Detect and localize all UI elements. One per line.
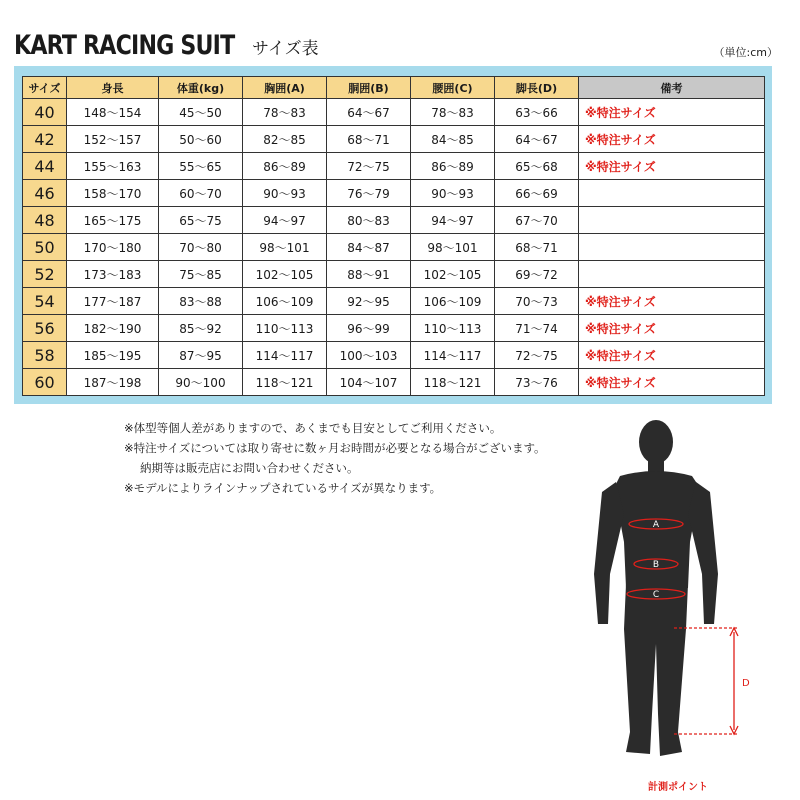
col-header-hip: 腰囲(C) xyxy=(411,77,495,99)
col-header-waist: 胴囲(B) xyxy=(327,77,411,99)
cell-height: 148～154 xyxy=(67,99,159,126)
table-row xyxy=(23,261,765,288)
label-d: D xyxy=(742,678,750,689)
note-line: ※体型等個人差がありますので、あくまでも目安としてご利用ください。 xyxy=(124,421,502,435)
label-c: C xyxy=(652,590,660,600)
col-header-chest: 胸囲(A) xyxy=(243,77,327,99)
cell-inseam: 65～68 xyxy=(495,153,579,180)
cell-inseam: 73～76 xyxy=(495,369,579,396)
table-row xyxy=(23,369,765,396)
cell-hip: 106～109 xyxy=(411,288,495,315)
table-row xyxy=(23,126,765,153)
cell-chest: 94～97 xyxy=(243,207,327,234)
title-main: KART RACING SUIT xyxy=(14,30,235,61)
cell-waist: 80～83 xyxy=(327,207,411,234)
cell-inseam: 69～72 xyxy=(495,261,579,288)
cell-size: 44 xyxy=(23,153,67,180)
cell-waist: 104～107 xyxy=(327,369,411,396)
note-line: ※特注サイズについては取り寄せに数ヶ月お時間が必要となる場合がございます。 xyxy=(124,441,546,455)
cell-weight: 85～92 xyxy=(159,315,243,342)
cell-height: 170～180 xyxy=(67,234,159,261)
cell-hip: 114～117 xyxy=(411,342,495,369)
title-subtitle: サイズ表 xyxy=(252,39,319,59)
cell-height: 185～195 xyxy=(67,342,159,369)
table-row xyxy=(23,288,765,315)
cell-chest: 110～113 xyxy=(243,315,327,342)
cell-weight: 70～80 xyxy=(159,234,243,261)
cell-size: 58 xyxy=(23,342,67,369)
cell-height: 158～170 xyxy=(67,180,159,207)
cell-waist: 72～75 xyxy=(327,153,411,180)
col-header-size: サイズ xyxy=(23,77,67,99)
page-title xyxy=(14,30,319,61)
cell-hip: 86～89 xyxy=(411,153,495,180)
cell-remarks: ※特注サイズ xyxy=(579,369,765,396)
cell-size: 60 xyxy=(23,369,67,396)
cell-chest: 98～101 xyxy=(243,234,327,261)
cell-size: 46 xyxy=(23,180,67,207)
cell-size: 52 xyxy=(23,261,67,288)
cell-remarks xyxy=(579,180,765,207)
cell-remarks: ※特注サイズ xyxy=(579,315,765,342)
cell-height: 173～183 xyxy=(67,261,159,288)
col-header-inseam: 脚長(D) xyxy=(495,77,579,99)
body-silhouette xyxy=(594,420,718,756)
cell-inseam: 71～74 xyxy=(495,315,579,342)
table-row xyxy=(23,315,765,342)
note-line: 納期等は販売店にお問い合わせください。 xyxy=(140,461,359,475)
cell-weight: 50～60 xyxy=(159,126,243,153)
cell-chest: 82～85 xyxy=(243,126,327,153)
cell-inseam: 66～69 xyxy=(495,180,579,207)
label-a: A xyxy=(652,520,660,530)
cell-remarks: ※特注サイズ xyxy=(579,99,765,126)
cell-remarks: ※特注サイズ xyxy=(579,126,765,153)
cell-weight: 60～70 xyxy=(159,180,243,207)
table-row xyxy=(23,207,765,234)
cell-waist: 84～87 xyxy=(327,234,411,261)
cell-chest: 90～93 xyxy=(243,180,327,207)
cell-remarks: ※特注サイズ xyxy=(579,342,765,369)
col-header-remarks: 備考 xyxy=(579,77,765,99)
cell-hip: 110～113 xyxy=(411,315,495,342)
cell-chest: 78～83 xyxy=(243,99,327,126)
cell-remarks xyxy=(579,261,765,288)
cell-waist: 68～71 xyxy=(327,126,411,153)
cell-height: 155～163 xyxy=(67,153,159,180)
figure-caption: 計測ポイント xyxy=(648,782,708,793)
cell-waist: 100～103 xyxy=(327,342,411,369)
col-header-weight: 体重(kg) xyxy=(159,77,243,99)
cell-size: 48 xyxy=(23,207,67,234)
measurement-figure xyxy=(590,414,770,794)
cell-inseam: 63～66 xyxy=(495,99,579,126)
cell-waist: 76～79 xyxy=(327,180,411,207)
table-body xyxy=(23,99,765,396)
cell-waist: 88～91 xyxy=(327,261,411,288)
cell-height: 177～187 xyxy=(67,288,159,315)
cell-remarks xyxy=(579,234,765,261)
cell-chest: 86～89 xyxy=(243,153,327,180)
cell-inseam: 70～73 xyxy=(495,288,579,315)
table-row xyxy=(23,234,765,261)
cell-chest: 114～117 xyxy=(243,342,327,369)
cell-size: 56 xyxy=(23,315,67,342)
size-table xyxy=(22,76,765,396)
label-b: B xyxy=(652,560,660,570)
cell-weight: 90～100 xyxy=(159,369,243,396)
cell-height: 187～198 xyxy=(67,369,159,396)
cell-weight: 55～65 xyxy=(159,153,243,180)
cell-chest: 102～105 xyxy=(243,261,327,288)
cell-inseam: 67～70 xyxy=(495,207,579,234)
cell-weight: 75～85 xyxy=(159,261,243,288)
cell-hip: 78～83 xyxy=(411,99,495,126)
cell-weight: 87～95 xyxy=(159,342,243,369)
cell-height: 152～157 xyxy=(67,126,159,153)
cell-weight: 45～50 xyxy=(159,99,243,126)
cell-hip: 94～97 xyxy=(411,207,495,234)
cell-waist: 96～99 xyxy=(327,315,411,342)
unit-label: （単位:cm） xyxy=(713,46,778,59)
cell-remarks: ※特注サイズ xyxy=(579,288,765,315)
cell-chest: 118～121 xyxy=(243,369,327,396)
notes xyxy=(124,418,546,498)
cell-waist: 64～67 xyxy=(327,99,411,126)
cell-waist: 92～95 xyxy=(327,288,411,315)
cell-inseam: 68～71 xyxy=(495,234,579,261)
cell-remarks xyxy=(579,207,765,234)
cell-size: 50 xyxy=(23,234,67,261)
table-header-row xyxy=(23,77,765,99)
table-row xyxy=(23,180,765,207)
cell-height: 165～175 xyxy=(67,207,159,234)
size-table-frame xyxy=(14,66,772,404)
cell-inseam: 64～67 xyxy=(495,126,579,153)
table-row xyxy=(23,153,765,180)
cell-remarks: ※特注サイズ xyxy=(579,153,765,180)
cell-hip: 102～105 xyxy=(411,261,495,288)
table-row xyxy=(23,342,765,369)
cell-size: 54 xyxy=(23,288,67,315)
cell-weight: 83～88 xyxy=(159,288,243,315)
cell-hip: 118～121 xyxy=(411,369,495,396)
cell-weight: 65～75 xyxy=(159,207,243,234)
cell-inseam: 72～75 xyxy=(495,342,579,369)
cell-hip: 98～101 xyxy=(411,234,495,261)
cell-hip: 90～93 xyxy=(411,180,495,207)
cell-chest: 106～109 xyxy=(243,288,327,315)
cell-size: 40 xyxy=(23,99,67,126)
table-row xyxy=(23,99,765,126)
cell-hip: 84～85 xyxy=(411,126,495,153)
col-header-height: 身長 xyxy=(67,77,159,99)
cell-size: 42 xyxy=(23,126,67,153)
cell-height: 182～190 xyxy=(67,315,159,342)
note-line: ※モデルによりラインナップされているサイズが異なります。 xyxy=(124,481,442,495)
